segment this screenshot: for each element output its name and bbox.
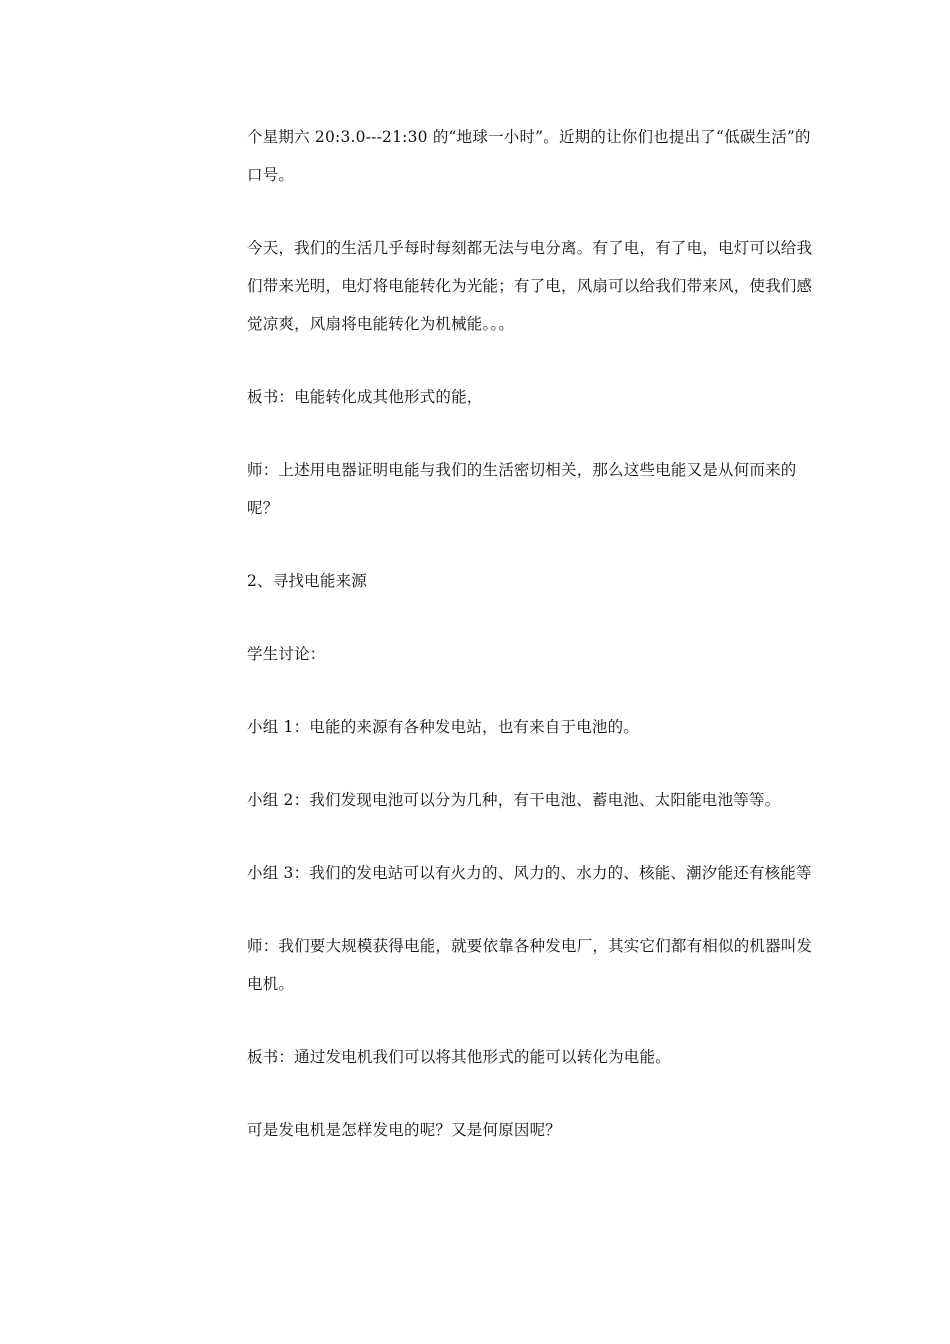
paragraph-gap (247, 600, 813, 635)
paragraph-gap (247, 343, 813, 378)
paragraph-closing-question: 可是发电机是怎样发电的呢？又是何原因呢？ (247, 1121, 562, 1139)
paragraph-group-2: 小组 2：我们发现电池可以分为几种，有干电池、蓄电池、太阳能电池等等。 (247, 791, 781, 809)
paragraph-board-note-2: 板书：通过发电机我们可以将其他形式的能可以转化为电能。 (247, 1048, 671, 1066)
paragraph-gap (247, 819, 813, 854)
paragraph-gap (247, 1003, 813, 1038)
paragraph-gap (247, 1076, 813, 1111)
paragraph-earth-hour: 个星期六 20:3.0---21:30 的“地球一小时”。近期的让你们也提出了“低碳生活”的口号。 (247, 128, 811, 184)
paragraph-board-note-1: 板书：电能转化成其他形式的能， (247, 388, 483, 406)
paragraph-gap (247, 527, 813, 562)
paragraph-teacher-generator: 师：我们要大规模获得电能，就要依靠各种发电厂，其实它们都有相似的机器叫发电机。 (247, 937, 813, 993)
paragraph-group-3: 小组 3：我们的发电站可以有火力的、风力的、水力的、核能、潮汐能还有核能等 (247, 864, 812, 882)
paragraph-gap (247, 673, 813, 708)
paragraph-gap (247, 746, 813, 781)
section-heading: 2、寻找电能来源 (247, 572, 367, 590)
document-body (247, 118, 813, 1149)
paragraph-group-1: 小组 1：电能的来源有各种发电站，也有来自于电池的。 (247, 718, 639, 736)
paragraph-gap (247, 892, 813, 927)
paragraph-gap (247, 416, 813, 451)
paragraph-electricity-life: 今天，我们的生活几乎每时每刻都无法与电分离。有了电，有了电，电灯可以给我们带来光明，电灯将电能转化为光能；有了电，风扇可以给我们带来风，使我们感觉凉爽，风扇将电能转化为机械能。。。 (247, 239, 813, 333)
paragraph-gap (247, 194, 813, 229)
paragraph-student-discussion: 学生讨论： (247, 645, 326, 663)
paragraph-teacher-question: 师：上述用电器证明电能与我们的生活密切相关，那么这些电能又是从何而来的呢？ (247, 461, 797, 517)
